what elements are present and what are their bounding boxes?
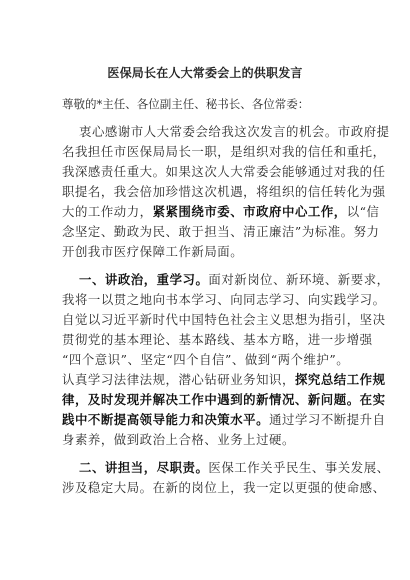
intro-line-6: 念坚定、勤政为民、敢于担当、清正廉洁”为标准。努力	[62, 224, 380, 239]
section1-line-9: 身素养，做到政治上合格、业务上过硬。	[62, 432, 295, 447]
section1-line-4: 贯彻党的基本理论、基本路线、基本方略，进一步增强	[62, 332, 373, 347]
section1-emphasis-1: 探究总结工作规	[294, 372, 386, 387]
intro-line-5-end: 以“信	[346, 204, 380, 219]
intro-line-7: 开创我市医疗保障工作新局面。	[62, 244, 244, 259]
greeting-line: 尊敬的*主任、各位副主任、秘书长、各位常委：	[62, 97, 310, 111]
section1-line-5: “四个意识”、坚定“四个自信”、做到“两个维护”。	[62, 352, 350, 367]
section2-line-1-text: 医保工作关乎民生、事关发展、	[208, 460, 390, 475]
section2-line-2: 涉及稳定大局。在新的岗位上，我一定以更强的使命感、	[62, 480, 386, 495]
section1-line-6-text: 认真学习法律法规，潜心钻研业务知识，	[62, 372, 295, 387]
section2-heading: 二、讲担当，尽职责。	[79, 460, 209, 475]
intro-line-5-start: 大的工作动力，	[62, 204, 153, 219]
section2-line-1	[79, 460, 390, 476]
intro-line-5	[62, 204, 379, 220]
intro-line-4: 职提名，我会倍加珍惜这次机遇，将组织的信任转化为强	[62, 184, 386, 199]
section1-line-1	[79, 272, 390, 288]
section1-line-1-text: 面对新岗位、新环境、新要求，	[208, 272, 390, 287]
section1-emphasis-2: 律，及时发现并解决工作中遇到的新情况、新问题。在实	[62, 392, 386, 407]
intro-line-3: 我深感责任重大。如果这次人大常委会能够通过对我的任	[62, 164, 386, 179]
section1-line-8	[62, 412, 386, 428]
section1-line-6	[62, 372, 386, 388]
section1-line-8-text: 通过学习不断提升自	[269, 412, 386, 427]
intro-line-1: 衷心感谢市人大常委会给我这次发言的机会。市政府提	[79, 124, 390, 139]
section1-line-2: 我将一以贯之地向书本学习、向同志学习、向实践学习。	[62, 292, 386, 307]
section1-heading: 一、讲政治，重学习。	[79, 272, 209, 287]
document-title: 医保局长在人大常委会上的供职发言	[107, 66, 303, 80]
intro-emphasis: 紧紧围绕市委、市政府中心工作，	[152, 204, 347, 219]
intro-line-2: 名我担任市医保局局长一职，是组织对我的信任和重托，	[62, 144, 386, 159]
section1-line-3: 自觉以习近平新时代中国特色社会主义思想为指引，坚决	[62, 312, 386, 327]
section1-emphasis-3: 践中不断提高领导能力和决策水平。	[62, 412, 270, 427]
